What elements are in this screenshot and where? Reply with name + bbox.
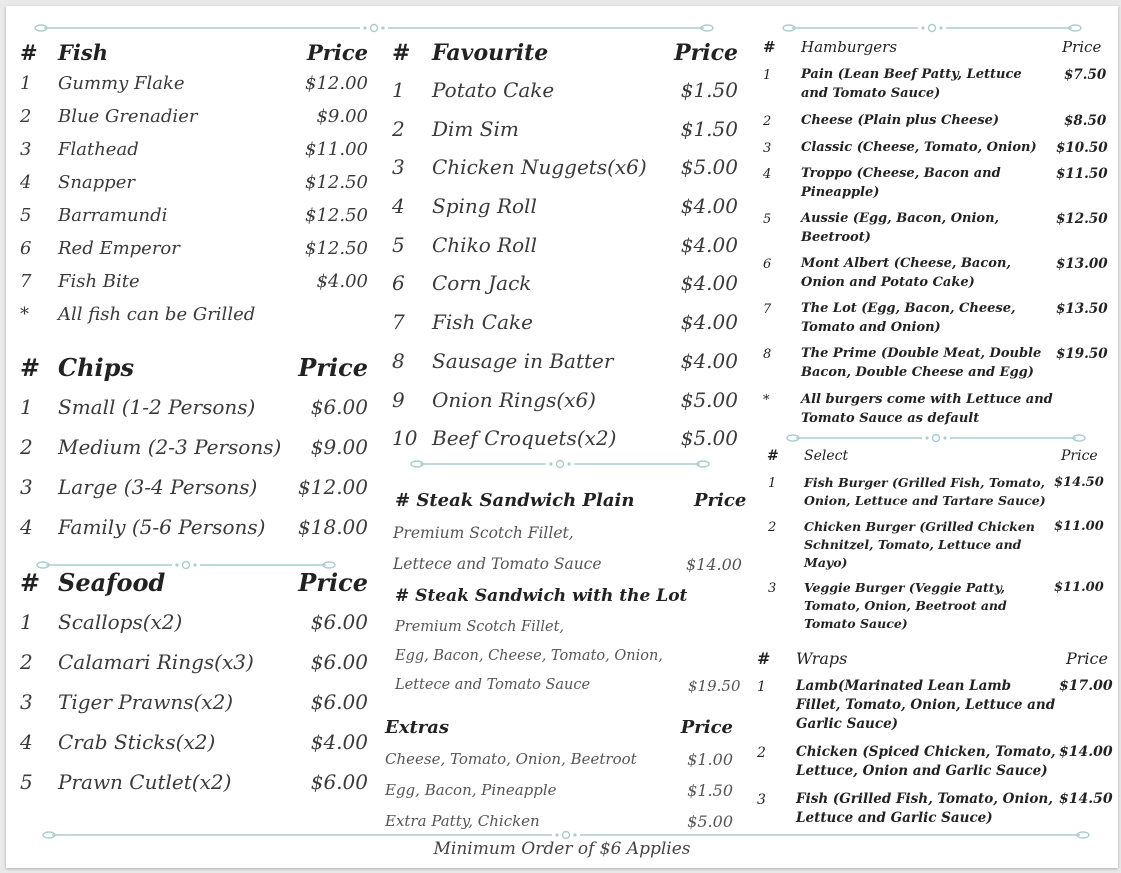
menu-page: # Fish Price 1 Gummy Flake $12.00 2 Blue Grenadier $9.00 3 Flathead $11.00 4 Snapper $12.50 5 Barramundi $12.50 6 Red Emperor $12.50 7 Fish Bite $4.00 * All fish can be Grilled # Chips Price 1 Small (1-2 Persons) $6.00 2 Medium (2-3 Persons) $9.00 3 Large (3-4 Persons) $12.00 4 Family (5-6 Persons) $18.00 # Seafood Price 1 Scallops(x2) $6.00 2 Calamari Rings(x3) $6.00 3 Tiger Prawns(x2) $6.00 4 Crab Sticks(x2) $4.00 5 Prawn Cutlet(x2) $6.00 # Favourite Price 1 Potato Cake $1.50 2 Dim Sim $1.50 3 Chicken Nuggets(x6) $5.00 4 Sping Roll $4.00 5 Chiko Roll $4.00 6 Corn Jack $4.00 7 Fish Cake $4.00 8 Sausage in Batter $4.00 9 Onion Rings(x6) $5.00 10 Beef Croquets(x2) $5.00 # Steak Sandwich Plain Price Premium Scotch Fillet, Lettece and Tomato Sauce $14.00 # Steak Sandwich with the Lot Premium Scotch Fillet, Egg, Bacon, Cheese, Tomato, Onion, Lettece and Tomato Sauce $19.50 Extras Price Cheese, Tomato, Onion, Beetroot $1.00 Egg, Bacon, Pineapple $1.50 Extra Patty, Chicken $5.00 # Hamburgers Price 1 Pain (Lean Beef Patty, Lettuce and Tomato Sauce) $7.50 2 Cheese (Plain plus Cheese) $8.50 3 Classic (Cheese, Tomato, Onion) $10.50 4 Troppo (Cheese, Bacon and Pineapple) $11.50 5 Aussie (Egg, Bacon, Onion, Beetroot) $12.50 6 Mont Albert (Cheese, Bacon, Onion and Potato Cake) $13.00 7 The Lot (Egg, Bacon, Cheese, Tomato and Onion) $13.50 8 The Prime (Double Meat, Double Bacon, Double Cheese and Egg) $19.50 * All burgers come with Lettuce and Tomato Sauce as default # Select Price 1 Fish Burger (Grilled Fish, Tomato, Onion, Lettuce and Tartare Sauce) $14.50 2 Chicken Burger (Grilled Chicken Schnitzel, Tomato, Lettuce and Mayo) $11.00 3 Veggie Burger (Veggie Patty, Tomato, Onion, Beetroot and Tomato Sauce) $11.00 # Wraps Price 1 Lamb(Marinated Lean Lamb Fillet, Tomato, Onion, Lettuce and Garlic Sauce) $17.00 2 Chicken (Spiced Chicken, Tomato, Lettuce, Onion and Garlic Sauce) $14.00 3 Fish (Grilled Fish, Tomato, Onion, Lettuce and Garlic Sauce) $14.50 Minimum Order of $6 Applies — [6, 6, 1118, 868]
list-item: Extra Patty, Chicken $5.00 — [385, 812, 733, 831]
list-item: 8 Sausage in Batter $4.00 — [392, 348, 738, 373]
select-header-price: Price — [1061, 448, 1098, 464]
list-item: 3 Tiger Prawns(x2) $6.00 — [20, 690, 368, 714]
list-item: 1 Potato Cake $1.50 — [392, 78, 738, 102]
list-item: 2 Dim Sim $1.50 — [392, 116, 738, 141]
select-header-title: Select — [804, 448, 849, 464]
steak-lot-price: $19.50 — [688, 677, 741, 695]
minimum-order-note: Minimum Order of $6 Applies — [433, 839, 691, 859]
ornament-rule-hamburgers-select — [786, 431, 1086, 445]
list-item: 1 Gummy Flake $12.00 — [20, 73, 368, 94]
fish-note: * All fish can be Grilled — [20, 304, 256, 325]
wraps-header-price: Price — [1066, 649, 1108, 668]
list-item: 6 Corn Jack $4.00 — [392, 271, 738, 296]
ornament-rule-top-left — [34, 21, 714, 35]
extras-list — [385, 750, 733, 843]
steak-lot-desc-3: Lettece and Tomato Sauce — [395, 677, 591, 693]
list-item: 4 Crab Sticks(x2) $4.00 — [20, 730, 368, 754]
extras-header-title: Extras — [385, 717, 450, 738]
list-item: 1 Small (1-2 Persons) $6.00 — [20, 395, 368, 419]
list-item: 2 Blue Grenadier $9.00 — [20, 106, 368, 127]
seafood-header-title: Seafood — [58, 568, 166, 597]
steak-lot-title: # Steak Sandwich with the Lot — [395, 586, 688, 606]
list-item: 3 Chicken Nuggets(x6) $5.00 — [392, 155, 738, 180]
seafood-list — [20, 610, 368, 810]
list-item: 9 Onion Rings(x6) $5.00 — [392, 387, 738, 412]
list-item: Egg, Bacon, Pineapple $1.50 — [385, 781, 733, 800]
list-item: 5 Barramundi $12.50 — [20, 205, 368, 226]
list-item: 7 Fish Cake $4.00 — [392, 310, 738, 335]
seafood-section — [20, 568, 368, 810]
chips-section — [20, 353, 368, 555]
chips-header-title: Chips — [58, 353, 134, 382]
list-item: 4 Family (5-6 Persons) $18.00 — [20, 515, 368, 539]
list-item: 3 Flathead $11.00 — [20, 139, 368, 160]
list-item: 3 Large (3-4 Persons) $12.00 — [20, 475, 368, 499]
select-header-num: # — [767, 448, 779, 464]
list-item: 6 Red Emperor $12.50 — [20, 238, 368, 259]
hamburgers-header-title: Hamburgers — [801, 38, 898, 56]
favourite-header-title: Favourite — [432, 40, 549, 66]
fish-header-title: Fish — [58, 40, 108, 65]
extras-section — [385, 717, 733, 843]
list-item: 4 Sping Roll $4.00 — [392, 194, 738, 219]
fish-header-price: Price — [307, 40, 368, 65]
hamburgers-header-price: Price — [1062, 38, 1102, 56]
steak-plain-title: # Steak Sandwich Plain — [395, 490, 635, 511]
steak-plain-price: $14.00 — [686, 555, 742, 574]
steak-plain-desc-1: Premium Scotch Fillet, — [393, 524, 574, 542]
list-item: 5 Prawn Cutlet(x2) $6.00 — [20, 770, 368, 794]
list-item: 1 Scallops(x2) $6.00 — [20, 610, 368, 634]
seafood-header: # Seafood Price — [20, 568, 368, 597]
list-item: 7 Fish Bite $4.00 — [20, 271, 368, 292]
favourite-header: # Favourite Price — [392, 40, 738, 66]
steak-lot-desc-2: Egg, Bacon, Cheese, Tomato, Onion, — [395, 648, 663, 664]
fish-header — [20, 40, 368, 73]
fish-list — [20, 73, 368, 337]
ornament-rule-top-right — [782, 21, 1082, 35]
extras-header: Extras Price — [385, 717, 733, 738]
wraps-header-num: # — [757, 649, 771, 668]
hamburgers-header-num: # — [763, 38, 776, 56]
steak-lot-desc-1: Premium Scotch Fillet, — [395, 619, 565, 635]
wraps-header-title: Wraps — [796, 649, 848, 668]
list-item: 4 Snapper $12.50 — [20, 172, 368, 193]
chips-header: # Chips Price — [20, 353, 368, 382]
steak-plain-desc-2: Lettece and Tomato Sauce — [393, 555, 602, 573]
fish-header-num: # — [20, 40, 38, 65]
favourite-list — [392, 78, 738, 465]
list-item: Cheese, Tomato, Onion, Beetroot $1.00 — [385, 750, 733, 769]
list-item: 2 Medium (2-3 Persons) $9.00 — [20, 435, 368, 459]
list-item: 2 Calamari Rings(x3) $6.00 — [20, 650, 368, 674]
steak-plain-price-header: Price — [694, 490, 747, 511]
list-item: 5 Chiko Roll $4.00 — [392, 232, 738, 257]
chips-list — [20, 395, 368, 555]
fish-section — [20, 40, 368, 337]
favourite-section — [392, 40, 738, 465]
list-item: 10 Beef Croquets(x2) $5.00 — [392, 426, 738, 451]
